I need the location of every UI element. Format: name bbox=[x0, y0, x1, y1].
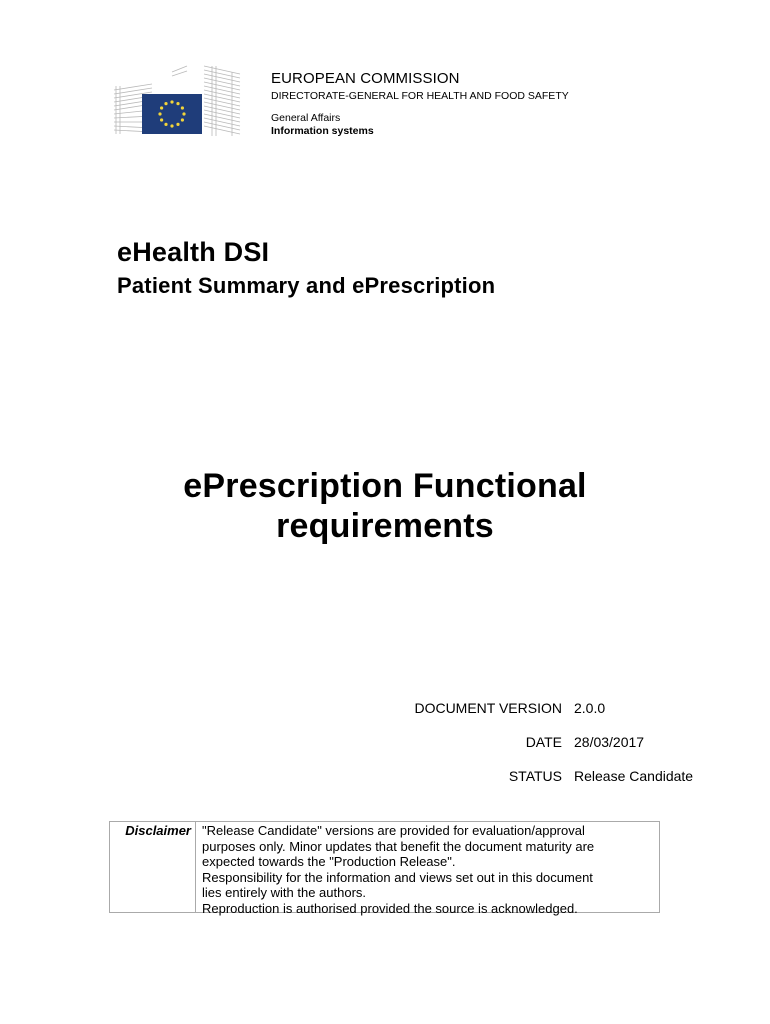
meta-row-date bbox=[330, 734, 710, 768]
disclaimer-line: purposes only. Minor updates that benefit the document maturity are bbox=[202, 838, 595, 854]
disclaimer-label: Disclaimer bbox=[110, 822, 196, 912]
document-title-line-2: requirements bbox=[276, 507, 494, 545]
disclaimer-line: Responsibility for the information and views set out in this document bbox=[202, 869, 593, 885]
european-commission-logo-icon bbox=[112, 64, 262, 138]
meta-row-version bbox=[330, 700, 710, 734]
disclaimer-line: Reproduction is authorised provided the source is acknowledged. bbox=[202, 900, 578, 916]
meta-row-status bbox=[330, 768, 710, 802]
disclaimer-table bbox=[109, 821, 660, 916]
document-metadata bbox=[330, 700, 710, 802]
project-title: eHealth DSI bbox=[117, 237, 270, 267]
meta-label: STATUS bbox=[508, 768, 562, 784]
project-subtitle: Patient Summary and ePrescription bbox=[117, 273, 496, 298]
organization-header bbox=[271, 70, 569, 138]
meta-label: DATE bbox=[525, 734, 562, 750]
disclaimer-line: lies entirely with the authors. bbox=[202, 885, 367, 900]
unit-subname: Information systems bbox=[271, 125, 374, 137]
disclaimer-text bbox=[196, 822, 659, 916]
meta-value: 2.0.0 bbox=[574, 700, 606, 716]
directorate-name: DIRECTORATE-GENERAL FOR HEALTH AND FOOD SAFETY bbox=[271, 90, 569, 102]
meta-value: Release Candidate bbox=[574, 768, 694, 784]
meta-label: DOCUMENT VERSION bbox=[414, 700, 562, 716]
eu-flag bbox=[142, 94, 202, 134]
document-title-line-1: ePrescription Functional bbox=[183, 467, 587, 505]
disclaimer-line: "Release Candidate" versions are provided for evaluation/approval bbox=[202, 823, 585, 838]
document-title bbox=[0, 466, 770, 546]
disclaimer-line: expected towards the "Production Release". bbox=[202, 854, 456, 869]
organization-name: EUROPEAN COMMISSION bbox=[271, 70, 460, 87]
unit-name: General Affairs bbox=[271, 112, 341, 124]
meta-value: 28/03/2017 bbox=[574, 734, 645, 750]
